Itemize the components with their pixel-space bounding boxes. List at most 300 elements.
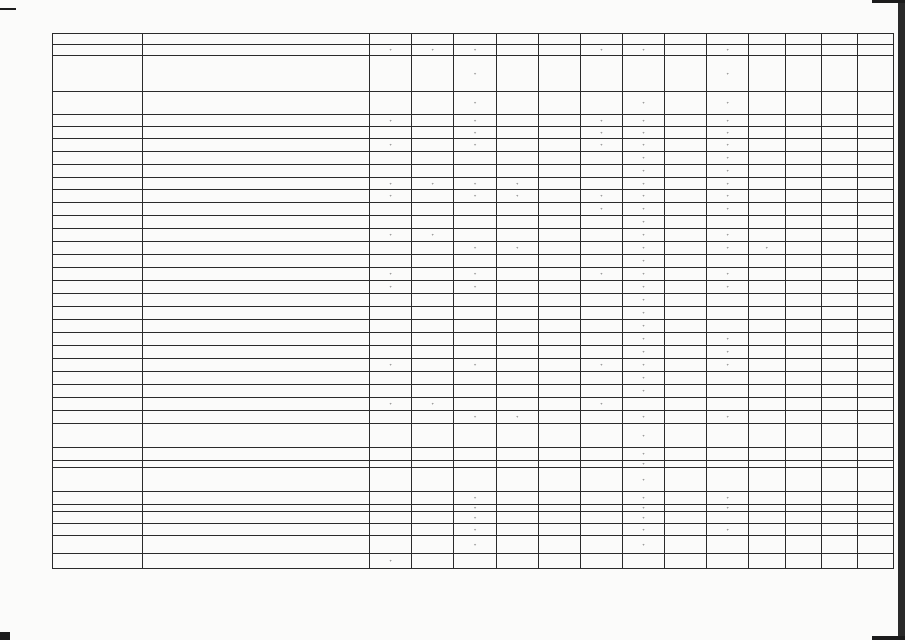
mark-cell [857,229,893,242]
mark-cell [412,268,454,281]
table-row [53,152,894,165]
mark-cell [580,34,622,45]
mark-cell [821,165,857,178]
table-row [53,115,894,127]
mark-cell [370,505,412,512]
mark-cell [857,115,893,127]
mark-cell [454,554,496,569]
city-cell [53,45,143,56]
mark-cell [857,139,893,152]
table-row [53,281,894,294]
mark-cell [496,372,538,385]
mark-cell [454,294,496,307]
mark-cell: + [707,190,749,203]
organization-cell [143,461,370,468]
city-cell [53,34,143,45]
mark-cell [707,294,749,307]
mark-cell [454,216,496,229]
mark-cell [785,152,821,165]
mark-cell [538,242,580,255]
mark-cell [370,333,412,346]
city-cell [53,461,143,468]
mark-cell: + [454,492,496,505]
mark-cell [821,385,857,398]
mark-cell: + [622,372,664,385]
mark-cell [622,554,664,569]
mark-cell [857,45,893,56]
mark-cell [707,372,749,385]
mark-cell [412,333,454,346]
mark-cell [496,203,538,216]
mark-cell [821,115,857,127]
city-cell [53,281,143,294]
mark-cell: + [370,398,412,411]
mark-cell [785,56,821,92]
mark-cell: + [580,139,622,152]
mark-cell: + [707,411,749,424]
mark-cell: + [707,203,749,216]
mark-cell [454,346,496,359]
mark-cell [412,307,454,320]
mark-cell [857,372,893,385]
mark-cell [538,216,580,229]
mark-cell [665,268,707,281]
mark-cell [857,492,893,505]
mark-cell: + [370,268,412,281]
mark-cell [749,320,785,333]
mark-cell [707,398,749,411]
mark-cell [454,385,496,398]
mark-cell [370,524,412,536]
mark-cell [857,333,893,346]
mark-cell [370,372,412,385]
mark-cell [665,505,707,512]
mark-cell [370,56,412,92]
mark-cell [785,115,821,127]
mark-cell [496,536,538,554]
mark-cell [857,216,893,229]
organization-cell [143,34,370,45]
mark-cell: + [370,281,412,294]
mark-cell [454,398,496,411]
organization-cell [143,56,370,92]
mark-cell [785,34,821,45]
mark-cell: + [454,359,496,372]
mark-cell [821,294,857,307]
mark-cell [707,216,749,229]
organization-cell [143,333,370,346]
mark-cell [707,448,749,461]
mark-cell [538,268,580,281]
mark-cell [857,34,893,45]
organization-cell [143,411,370,424]
mark-cell [622,56,664,92]
mark-cell [496,346,538,359]
mark-cell [821,307,857,320]
table-row [53,448,894,461]
mark-cell [665,242,707,255]
mark-cell: + [622,333,664,346]
mark-cell [370,255,412,268]
mark-cell [580,307,622,320]
mark-cell [496,45,538,56]
mark-cell [749,411,785,424]
mark-cell [821,268,857,281]
mark-cell [857,359,893,372]
table-row [53,45,894,56]
city-cell [53,268,143,281]
mark-cell [454,468,496,492]
mark-cell [538,307,580,320]
mark-cell [749,424,785,448]
mark-cell: + [580,398,622,411]
mark-cell [580,56,622,92]
mark-cell [749,216,785,229]
mark-cell [821,372,857,385]
mark-cell [496,333,538,346]
mark-cell [496,281,538,294]
mark-cell [370,448,412,461]
mark-cell [370,424,412,448]
mark-cell [785,203,821,216]
mark-cell: + [622,255,664,268]
mark-cell [821,127,857,139]
city-cell [53,216,143,229]
mark-cell: + [454,115,496,127]
mark-cell [496,255,538,268]
mark-cell [580,165,622,178]
mark-cell [857,294,893,307]
organization-cell [143,505,370,512]
mark-cell: + [622,512,664,524]
mark-cell [580,255,622,268]
mark-cell [370,242,412,255]
mark-cell [785,424,821,448]
mark-cell [454,307,496,320]
organization-cell [143,92,370,115]
mark-cell [857,505,893,512]
mark-cell: + [707,92,749,115]
table-row [53,346,894,359]
mark-cell: + [622,92,664,115]
mark-cell [665,178,707,190]
mark-cell [857,461,893,468]
table-row [53,536,894,554]
mark-cell [580,320,622,333]
mark-cell: + [622,307,664,320]
mark-cell [665,468,707,492]
mark-cell [665,411,707,424]
mark-cell [370,411,412,424]
mark-cell: + [622,190,664,203]
mark-cell [580,536,622,554]
mark-cell [370,307,412,320]
mark-cell [412,255,454,268]
mark-cell [857,307,893,320]
mark-cell [496,152,538,165]
mark-cell: + [370,139,412,152]
organization-cell [143,203,370,216]
mark-cell [665,255,707,268]
mark-cell [580,492,622,505]
mark-cell [857,203,893,216]
mark-cell [496,359,538,372]
mark-cell: + [580,127,622,139]
mark-cell: + [454,92,496,115]
mark-cell [412,359,454,372]
mark-cell [454,448,496,461]
mark-cell: + [412,229,454,242]
mark-cell [749,554,785,569]
mark-cell [370,216,412,229]
mark-cell [665,281,707,294]
mark-cell [538,554,580,569]
mark-cell [538,512,580,524]
table-row [53,398,894,411]
mark-cell: + [622,115,664,127]
mark-cell: + [454,190,496,203]
mark-cell [749,152,785,165]
mark-cell: + [622,165,664,178]
mark-cell [785,398,821,411]
mark-cell: + [622,461,664,468]
mark-cell [707,424,749,448]
mark-cell: + [496,178,538,190]
mark-cell [580,448,622,461]
mark-cell [857,346,893,359]
organization-cell [143,524,370,536]
mark-cell: + [370,115,412,127]
mark-cell [412,524,454,536]
mark-cell [785,294,821,307]
mark-cell [785,461,821,468]
mark-cell: + [412,178,454,190]
mark-cell [665,45,707,56]
mark-cell [665,139,707,152]
city-cell [53,505,143,512]
mark-cell [665,92,707,115]
mark-cell [821,152,857,165]
mark-cell [496,461,538,468]
mark-cell [496,448,538,461]
organization-cell [143,127,370,139]
mark-cell: + [707,178,749,190]
mark-cell: + [454,127,496,139]
organization-cell [143,346,370,359]
table-row [53,165,894,178]
mark-cell [580,411,622,424]
mark-cell [665,229,707,242]
organization-cell [143,268,370,281]
table-row [53,524,894,536]
mark-cell: + [622,346,664,359]
mark-cell [412,385,454,398]
mark-cell [538,524,580,536]
mark-cell [785,411,821,424]
mark-cell [538,190,580,203]
mark-cell [785,448,821,461]
mark-cell [580,424,622,448]
mark-cell [538,411,580,424]
mark-cell [821,92,857,115]
mark-cell [749,92,785,115]
mark-cell [665,448,707,461]
table-row [53,492,894,505]
mark-cell [821,190,857,203]
mark-cell [785,505,821,512]
mark-cell: + [412,45,454,56]
mark-cell [857,448,893,461]
mark-cell [785,512,821,524]
mark-cell: + [622,178,664,190]
city-cell [53,92,143,115]
mark-cell [749,505,785,512]
mark-cell [412,115,454,127]
table-row [53,56,894,92]
mark-cell [496,56,538,92]
mark-cell: + [622,281,664,294]
mark-cell [749,268,785,281]
mark-cell: + [412,398,454,411]
mark-cell [496,424,538,448]
mark-cell [785,178,821,190]
mark-cell: + [707,346,749,359]
mark-cell: + [622,424,664,448]
organization-cell [143,115,370,127]
mark-cell [665,346,707,359]
mark-cell [622,34,664,45]
mark-cell [538,294,580,307]
city-cell [53,385,143,398]
mark-cell [821,56,857,92]
mark-cell [821,45,857,56]
mark-cell [857,385,893,398]
mark-cell [857,178,893,190]
mark-cell [821,320,857,333]
city-cell [53,536,143,554]
organization-cell [143,512,370,524]
mark-cell [785,45,821,56]
table-row [53,127,894,139]
mark-cell [412,320,454,333]
mark-cell [665,152,707,165]
mark-cell: + [707,359,749,372]
organization-cell [143,229,370,242]
mark-cell [857,255,893,268]
mark-cell: + [580,45,622,56]
mark-cell [412,554,454,569]
mark-cell [665,127,707,139]
mark-cell: + [622,492,664,505]
mark-cell [821,333,857,346]
mark-cell [370,92,412,115]
mark-cell [538,398,580,411]
mark-cell [538,468,580,492]
mark-cell [538,139,580,152]
mark-cell: + [707,268,749,281]
mark-cell [665,554,707,569]
mark-cell [665,333,707,346]
mark-cell [707,461,749,468]
mark-cell: + [622,268,664,281]
mark-cell [749,139,785,152]
mark-cell [412,139,454,152]
table-row [53,320,894,333]
mark-cell [749,536,785,554]
mark-cell [580,385,622,398]
city-cell [53,165,143,178]
mark-cell [665,424,707,448]
mark-cell [749,307,785,320]
table-row [53,139,894,152]
mark-cell [538,127,580,139]
mark-cell [412,152,454,165]
mark-cell [749,512,785,524]
mark-cell [665,165,707,178]
mark-cell [538,115,580,127]
mark-cell [821,216,857,229]
mark-cell [496,127,538,139]
mark-cell [538,255,580,268]
mark-cell [412,190,454,203]
mark-cell [580,92,622,115]
mark-cell [785,139,821,152]
city-cell [53,398,143,411]
mark-cell [785,242,821,255]
mark-cell: + [454,268,496,281]
mark-cell: + [622,359,664,372]
mark-cell [665,203,707,216]
mark-cell: + [622,152,664,165]
organization-cell [143,307,370,320]
mark-cell [538,45,580,56]
mark-cell [412,281,454,294]
mark-cell [749,281,785,294]
mark-cell: + [580,268,622,281]
mark-cell [857,536,893,554]
mark-cell [665,536,707,554]
organization-cell [143,385,370,398]
mark-cell: + [454,512,496,524]
mark-cell [370,512,412,524]
mark-cell [821,34,857,45]
mark-cell: + [454,139,496,152]
organization-cell [143,398,370,411]
scan-edge [898,0,905,640]
mark-cell [370,468,412,492]
mark-cell: + [496,411,538,424]
city-cell [53,152,143,165]
mark-cell [580,512,622,524]
mark-cell: + [707,333,749,346]
mark-cell [857,127,893,139]
mark-cell [496,165,538,178]
mark-cell [707,255,749,268]
mark-cell [580,554,622,569]
mark-cell [749,461,785,468]
mark-cell [857,165,893,178]
mark-cell [580,372,622,385]
table-row [53,34,894,45]
mark-cell [580,461,622,468]
table-row [53,255,894,268]
table-row [53,307,894,320]
mark-cell [857,424,893,448]
organization-cell [143,448,370,461]
mark-cell: + [707,45,749,56]
table-row [53,411,894,424]
table-row [53,385,894,398]
